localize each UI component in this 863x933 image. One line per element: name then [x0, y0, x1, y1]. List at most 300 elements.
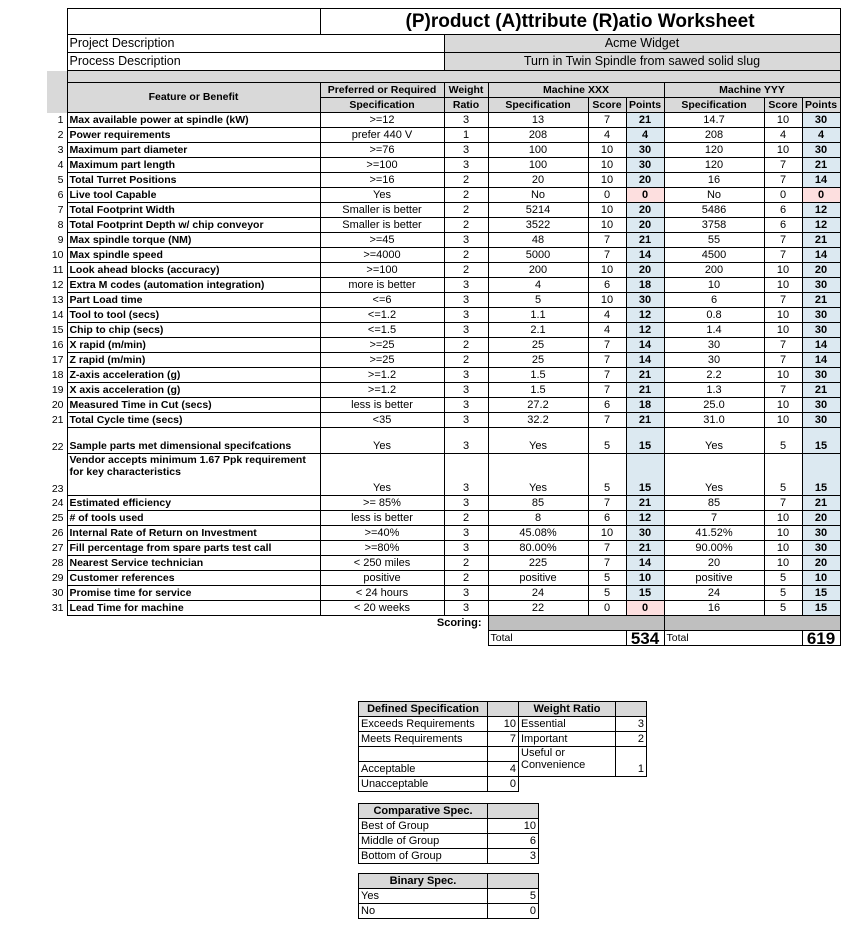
machine-y-score-cell[interactable]: 10 [764, 143, 802, 158]
machine-x-score-cell[interactable]: 6 [588, 278, 626, 293]
feature-cell[interactable]: Part Load time [67, 293, 320, 308]
main-worksheet-table [47, 8, 841, 646]
feature-cell[interactable]: Max available power at spindle (kW) [67, 113, 320, 128]
worksheet-title: (P)roduct (A)ttribute (R)atio Worksheet [320, 9, 840, 35]
preferred-spec-cell[interactable]: more is better [320, 278, 444, 293]
machine-x-spec-cell[interactable]: Yes [488, 454, 588, 496]
preferred-spec-cell[interactable]: Smaller is better [320, 218, 444, 233]
machine-y-spec-cell[interactable]: 41.52% [664, 526, 764, 541]
table-row [47, 556, 840, 571]
machine-y-points-cell: 30 [802, 323, 840, 338]
row-number: 18 [51, 368, 64, 381]
feature-cell[interactable]: Sample parts met dimensional specifcations [67, 428, 320, 454]
machine-x-score-cell[interactable]: 5 [588, 428, 626, 454]
machine-x-spec-cell[interactable]: 5000 [488, 248, 588, 263]
machine-x-score-cell[interactable]: 7 [588, 248, 626, 263]
machine-x-score-cell[interactable]: 7 [588, 541, 626, 556]
table-row [47, 308, 840, 323]
machine-x-spec-cell[interactable]: 25 [488, 353, 588, 368]
machine-x-score-cell[interactable]: 4 [588, 323, 626, 338]
preferred-spec-cell[interactable]: >=16 [320, 173, 444, 188]
feature-cell[interactable]: Total Cycle time (secs) [67, 413, 320, 428]
row-number: 26 [51, 526, 64, 539]
row-number: 21 [51, 413, 64, 426]
machine-y-spec-cell[interactable]: 4500 [664, 248, 764, 263]
legend-binary-title-blank [488, 874, 539, 889]
header-spec-line1: Preferred or Required [320, 83, 444, 98]
machine-y-score-cell[interactable]: 7 [764, 248, 802, 263]
preferred-spec-cell[interactable]: < 250 miles [320, 556, 444, 571]
machine-x-spec-cell[interactable]: 20 [488, 173, 588, 188]
preferred-spec-cell[interactable]: >=25 [320, 353, 444, 368]
machine-y-score-cell[interactable]: 7 [764, 173, 802, 188]
weight-ratio-cell[interactable]: 2 [444, 338, 488, 353]
machine-y-score-cell[interactable]: 10 [764, 278, 802, 293]
preferred-spec-cell[interactable]: <=6 [320, 293, 444, 308]
total-value-x: 534 [626, 631, 664, 646]
totals-row [47, 631, 840, 646]
total-value-y: 619 [802, 631, 840, 646]
legend-defined-title-row [359, 702, 647, 717]
feature-cell[interactable]: Live tool Capable [67, 188, 320, 203]
machine-x-score-cell[interactable]: 7 [588, 368, 626, 383]
machine-y-score-cell[interactable]: 7 [764, 383, 802, 398]
machine-y-spec-cell[interactable]: 30 [664, 338, 764, 353]
machine-y-score-cell[interactable]: 5 [764, 454, 802, 496]
weight-ratio-cell[interactable]: 3 [444, 233, 488, 248]
machine-x-points-cell: 15 [626, 586, 664, 601]
machine-y-score-cell[interactable]: 7 [764, 338, 802, 353]
header-x-score: Score [588, 98, 626, 113]
machine-x-score-cell[interactable]: 7 [588, 496, 626, 511]
feature-cell[interactable]: Tool to tool (secs) [67, 308, 320, 323]
preferred-spec-cell[interactable]: >=12 [320, 113, 444, 128]
spacer-row [47, 71, 840, 83]
header-y-points: Points [802, 98, 840, 113]
machine-x-score-cell[interactable]: 5 [588, 571, 626, 586]
table-row [47, 263, 840, 278]
weight-ratio-cell[interactable]: 3 [444, 496, 488, 511]
machine-y-points-cell: 21 [802, 158, 840, 173]
table-row [47, 113, 840, 128]
machine-y-score-cell[interactable]: 5 [764, 571, 802, 586]
preferred-spec-cell[interactable]: >=1.2 [320, 368, 444, 383]
machine-x-points-cell: 21 [626, 413, 664, 428]
machine-x-points-cell: 14 [626, 556, 664, 571]
machine-x-spec-cell[interactable]: positive [488, 571, 588, 586]
machine-x-points-cell: 21 [626, 541, 664, 556]
preferred-spec-cell[interactable]: >= 85% [320, 496, 444, 511]
feature-cell[interactable]: Power requirements [67, 128, 320, 143]
machine-y-score-cell[interactable]: 6 [764, 203, 802, 218]
machine-x-spec-cell[interactable]: 208 [488, 128, 588, 143]
weight-ratio-cell[interactable]: 3 [444, 293, 488, 308]
machine-x-score-cell[interactable]: 7 [588, 413, 626, 428]
machine-y-score-cell[interactable]: 6 [764, 218, 802, 233]
machine-x-points-cell: 21 [626, 383, 664, 398]
machine-y-spec-cell[interactable]: 200 [664, 263, 764, 278]
weight-ratio-cell[interactable]: 3 [444, 541, 488, 556]
feature-cell[interactable]: Fill percentage from spare parts test call [67, 541, 320, 556]
scoring-spacer [67, 616, 320, 631]
machine-y-spec-cell[interactable]: 14.7 [664, 113, 764, 128]
row-number: 2 [57, 128, 64, 141]
weight-ratio-cell[interactable]: 2 [444, 263, 488, 278]
feature-cell[interactable]: Chip to chip (secs) [67, 323, 320, 338]
feature-cell[interactable]: Max spindle speed [67, 248, 320, 263]
machine-y-points-cell: 20 [802, 263, 840, 278]
machine-y-spec-cell[interactable]: Yes [664, 454, 764, 496]
header-weight-line2: Ratio [444, 98, 488, 113]
totals-spacer2 [320, 631, 444, 646]
preferred-spec-cell[interactable]: <=1.2 [320, 308, 444, 323]
machine-y-points-cell: 30 [802, 113, 840, 128]
machine-x-score-cell[interactable]: 6 [588, 398, 626, 413]
machine-x-score-cell[interactable]: 5 [588, 586, 626, 601]
preferred-spec-cell[interactable]: >=80% [320, 541, 444, 556]
machine-x-spec-cell[interactable]: 1.5 [488, 383, 588, 398]
machine-y-score-cell[interactable]: 10 [764, 398, 802, 413]
feature-cell[interactable]: Maximum part length [67, 158, 320, 173]
scoring-label: Scoring: [320, 616, 488, 631]
feature-cell[interactable]: Nearest Service technician [67, 556, 320, 571]
machine-y-spec-cell[interactable]: 208 [664, 128, 764, 143]
feature-cell[interactable]: Look ahead blocks (accuracy) [67, 263, 320, 278]
legend-weight-value: 2 [616, 732, 647, 747]
weight-ratio-cell[interactable]: 2 [444, 173, 488, 188]
machine-x-score-cell[interactable]: 0 [588, 601, 626, 616]
machine-y-score-cell[interactable]: 10 [764, 526, 802, 541]
machine-x-spec-cell[interactable]: 27.2 [488, 398, 588, 413]
weight-ratio-cell[interactable]: 2 [444, 556, 488, 571]
weight-ratio-cell[interactable]: 2 [444, 511, 488, 526]
machine-y-spec-cell[interactable]: 5486 [664, 203, 764, 218]
machine-y-score-cell[interactable]: 7 [764, 353, 802, 368]
machine-y-spec-cell[interactable]: 2.2 [664, 368, 764, 383]
table-row [47, 233, 840, 248]
table-row [47, 526, 840, 541]
process-description-label: Process Description [67, 53, 444, 71]
feature-cell[interactable]: Vendor accepts minimum 1.67 Ppk requirement for key characteristics [67, 454, 320, 496]
machine-y-spec-cell[interactable]: 20 [664, 556, 764, 571]
machine-x-score-cell[interactable]: 4 [588, 128, 626, 143]
preferred-spec-cell[interactable]: less is better [320, 511, 444, 526]
machine-y-points-cell: 12 [802, 203, 840, 218]
feature-cell[interactable]: # of tools used [67, 511, 320, 526]
table-row [47, 353, 840, 368]
machine-x-spec-cell[interactable]: 25 [488, 338, 588, 353]
machine-y-points-cell: 15 [802, 428, 840, 454]
machine-x-score-cell[interactable]: 7 [588, 338, 626, 353]
machine-y-spec-cell[interactable]: 90.00% [664, 541, 764, 556]
machine-x-score-cell[interactable]: 10 [588, 158, 626, 173]
table-row [47, 541, 840, 556]
legend-comparative-title-row [359, 804, 539, 819]
machine-x-spec-cell[interactable]: 24 [488, 586, 588, 601]
table-row [47, 601, 840, 616]
machine-x-spec-cell[interactable]: 22 [488, 601, 588, 616]
machine-x-score-cell[interactable]: 5 [588, 454, 626, 496]
preferred-spec-cell[interactable]: >=100 [320, 263, 444, 278]
machine-x-spec-cell[interactable]: 5 [488, 293, 588, 308]
machine-x-score-cell[interactable]: 10 [588, 293, 626, 308]
weight-ratio-cell[interactable]: 2 [444, 571, 488, 586]
machine-x-spec-cell[interactable]: 2.1 [488, 323, 588, 338]
preferred-spec-cell[interactable]: >=45 [320, 233, 444, 248]
feature-cell[interactable]: Total Turret Positions [67, 173, 320, 188]
row-number: 1 [57, 113, 64, 126]
machine-x-spec-cell[interactable]: 200 [488, 263, 588, 278]
header-y-score: Score [764, 98, 802, 113]
preferred-spec-cell[interactable]: Yes [320, 428, 444, 454]
preferred-spec-cell[interactable]: <35 [320, 413, 444, 428]
machine-y-score-cell[interactable]: 10 [764, 541, 802, 556]
machine-y-score-cell[interactable]: 10 [764, 308, 802, 323]
machine-x-points-cell: 21 [626, 113, 664, 128]
process-description-value[interactable]: Turn in Twin Spindle from sawed solid slug [444, 53, 840, 71]
weight-ratio-cell[interactable]: 3 [444, 383, 488, 398]
preferred-spec-cell[interactable]: <=1.5 [320, 323, 444, 338]
weight-ratio-cell[interactable]: 2 [444, 203, 488, 218]
machine-x-spec-cell[interactable]: 100 [488, 158, 588, 173]
row-number: 22 [51, 440, 64, 453]
weight-ratio-cell[interactable]: 2 [444, 218, 488, 233]
feature-cell[interactable]: X axis acceleration (g) [67, 383, 320, 398]
machine-y-points-cell: 14 [802, 173, 840, 188]
machine-x-spec-cell[interactable]: 48 [488, 233, 588, 248]
machine-y-spec-cell[interactable]: 24 [664, 586, 764, 601]
machine-y-score-cell[interactable]: 10 [764, 368, 802, 383]
machine-x-spec-cell[interactable]: 8 [488, 511, 588, 526]
feature-cell[interactable]: Internal Rate of Return on Investment [67, 526, 320, 541]
weight-ratio-cell[interactable]: 1 [444, 128, 488, 143]
weight-ratio-cell[interactable]: 3 [444, 323, 488, 338]
machine-x-score-cell[interactable]: 10 [588, 263, 626, 278]
machine-y-score-cell[interactable]: 5 [764, 586, 802, 601]
preferred-spec-cell[interactable]: less is better [320, 398, 444, 413]
weight-ratio-cell[interactable]: 3 [444, 526, 488, 541]
machine-x-spec-cell[interactable]: 80.00% [488, 541, 588, 556]
preferred-spec-cell[interactable]: Yes [320, 188, 444, 203]
machine-y-spec-cell[interactable]: 31.0 [664, 413, 764, 428]
preferred-spec-cell[interactable]: Smaller is better [320, 203, 444, 218]
header-y-specification: Specification [664, 98, 764, 113]
machine-y-spec-cell[interactable]: 25.0 [664, 398, 764, 413]
weight-ratio-cell[interactable]: 3 [444, 454, 488, 496]
table-row [47, 398, 840, 413]
table-row [47, 218, 840, 233]
machine-y-spec-cell[interactable]: 30 [664, 353, 764, 368]
machine-y-spec-cell[interactable]: 10 [664, 278, 764, 293]
row-number: 20 [51, 398, 64, 411]
machine-y-spec-cell[interactable]: positive [664, 571, 764, 586]
machine-x-spec-cell[interactable]: 4 [488, 278, 588, 293]
feature-cell[interactable]: Lead Time for machine [67, 601, 320, 616]
header-feature: Feature or Benefit [67, 83, 320, 113]
legend-binary-label: Yes [359, 889, 488, 904]
weight-ratio-cell[interactable]: 3 [444, 278, 488, 293]
machine-x-score-cell[interactable]: 7 [588, 233, 626, 248]
machine-x-points-cell: 30 [626, 293, 664, 308]
weight-ratio-cell[interactable]: 3 [444, 113, 488, 128]
machine-y-score-cell[interactable]: 7 [764, 233, 802, 248]
legend-weight-value: 3 [616, 717, 647, 732]
preferred-spec-cell[interactable]: >=4000 [320, 248, 444, 263]
legend-defined-value: 4 [488, 762, 519, 777]
title-blank-left [67, 9, 320, 35]
weight-ratio-cell[interactable]: 3 [444, 586, 488, 601]
machine-y-score-cell[interactable]: 10 [764, 556, 802, 571]
preferred-spec-cell[interactable]: positive [320, 571, 444, 586]
machine-x-spec-cell[interactable]: 225 [488, 556, 588, 571]
machine-x-score-cell[interactable]: 7 [588, 353, 626, 368]
weight-ratio-cell[interactable]: 3 [444, 308, 488, 323]
total-label-y: Total [664, 631, 802, 646]
feature-cell[interactable]: Measured Time in Cut (secs) [67, 398, 320, 413]
table-row [47, 496, 840, 511]
preferred-spec-cell[interactable]: >=40% [320, 526, 444, 541]
machine-x-score-cell[interactable]: 7 [588, 113, 626, 128]
machine-y-score-cell[interactable]: 5 [764, 601, 802, 616]
machine-x-points-cell: 20 [626, 263, 664, 278]
weight-ratio-cell[interactable]: 3 [444, 158, 488, 173]
machine-x-score-cell[interactable]: 4 [588, 308, 626, 323]
machine-y-spec-cell[interactable]: 120 [664, 143, 764, 158]
weight-ratio-cell[interactable]: 3 [444, 398, 488, 413]
feature-cell[interactable]: Z-axis acceleration (g) [67, 368, 320, 383]
machine-x-points-cell: 20 [626, 173, 664, 188]
machine-x-score-cell[interactable]: 7 [588, 556, 626, 571]
machine-x-spec-cell[interactable]: 5214 [488, 203, 588, 218]
machine-y-score-cell[interactable]: 7 [764, 293, 802, 308]
machine-y-score-cell[interactable]: 7 [764, 496, 802, 511]
machine-y-score-cell[interactable]: 10 [764, 511, 802, 526]
preferred-spec-cell[interactable]: >=1.2 [320, 383, 444, 398]
legend-binary-value: 5 [488, 889, 539, 904]
machine-y-score-cell[interactable]: 0 [764, 188, 802, 203]
feature-cell[interactable]: Z rapid (m/min) [67, 353, 320, 368]
project-description-value[interactable]: Acme Widget [444, 35, 840, 53]
row-gutter [47, 35, 67, 53]
machine-x-score-cell[interactable]: 10 [588, 143, 626, 158]
machine-y-score-cell[interactable]: 10 [764, 413, 802, 428]
machine-y-spec-cell[interactable]: 1.3 [664, 383, 764, 398]
machine-y-spec-cell[interactable]: 85 [664, 496, 764, 511]
preferred-spec-cell[interactable]: prefer 440 V [320, 128, 444, 143]
legend-row [359, 717, 647, 732]
machine-x-score-cell[interactable]: 6 [588, 511, 626, 526]
machine-y-spec-cell[interactable]: 1.4 [664, 323, 764, 338]
feature-cell[interactable]: Max spindle torque (NM) [67, 233, 320, 248]
row-gutter [47, 71, 67, 83]
preferred-spec-cell[interactable]: >=76 [320, 143, 444, 158]
table-row [47, 383, 840, 398]
weight-ratio-cell[interactable]: 3 [444, 428, 488, 454]
scoring-band-y [664, 616, 840, 631]
preferred-spec-cell[interactable]: >=100 [320, 158, 444, 173]
machine-y-points-cell: 21 [802, 496, 840, 511]
machine-y-spec-cell[interactable]: No [664, 188, 764, 203]
machine-x-spec-cell[interactable]: 85 [488, 496, 588, 511]
machine-x-spec-cell[interactable]: 3522 [488, 218, 588, 233]
legend-defined-label: Unacceptable [359, 777, 488, 792]
machine-x-points-cell: 12 [626, 323, 664, 338]
machine-y-spec-cell[interactable]: 3758 [664, 218, 764, 233]
weight-ratio-cell[interactable]: 3 [444, 143, 488, 158]
preferred-spec-cell[interactable]: >=25 [320, 338, 444, 353]
header-spec-line2: Specification [320, 98, 444, 113]
machine-x-points-cell: 14 [626, 338, 664, 353]
machine-x-spec-cell[interactable]: No [488, 188, 588, 203]
machine-y-spec-cell[interactable]: 120 [664, 158, 764, 173]
machine-x-spec-cell[interactable]: Yes [488, 428, 588, 454]
machine-x-spec-cell[interactable]: 1.5 [488, 368, 588, 383]
machine-x-score-cell[interactable]: 10 [588, 218, 626, 233]
machine-y-spec-cell[interactable]: 6 [664, 293, 764, 308]
weight-ratio-cell[interactable]: 2 [444, 188, 488, 203]
weight-ratio-cell[interactable]: 2 [444, 353, 488, 368]
machine-x-score-cell[interactable]: 10 [588, 526, 626, 541]
preferred-spec-cell[interactable]: < 24 hours [320, 586, 444, 601]
feature-cell[interactable]: Estimated efficiency [67, 496, 320, 511]
machine-x-score-cell[interactable]: 10 [588, 173, 626, 188]
machine-y-score-cell[interactable]: 10 [764, 113, 802, 128]
machine-y-spec-cell[interactable]: 16 [664, 173, 764, 188]
row-number: 31 [51, 601, 64, 614]
machine-x-spec-cell[interactable]: 1.1 [488, 308, 588, 323]
weight-ratio-cell[interactable]: 3 [444, 601, 488, 616]
machine-x-spec-cell[interactable]: 32.2 [488, 413, 588, 428]
machine-x-spec-cell[interactable]: 100 [488, 143, 588, 158]
weight-ratio-cell[interactable]: 3 [444, 368, 488, 383]
machine-y-points-cell: 30 [802, 541, 840, 556]
legend-weight-value: 1 [616, 747, 647, 777]
weight-ratio-cell[interactable]: 2 [444, 248, 488, 263]
feature-cell[interactable]: Maximum part diameter [67, 143, 320, 158]
machine-y-spec-cell[interactable]: 0.8 [664, 308, 764, 323]
table-row [47, 173, 840, 188]
machine-x-score-cell[interactable]: 10 [588, 203, 626, 218]
machine-y-points-cell: 14 [802, 338, 840, 353]
feature-cell[interactable]: Total Footprint Depth w/ chip conveyor [67, 218, 320, 233]
machine-y-spec-cell[interactable]: Yes [664, 428, 764, 454]
feature-cell[interactable]: X rapid (m/min) [67, 338, 320, 353]
machine-x-spec-cell[interactable]: 45.08% [488, 526, 588, 541]
feature-cell[interactable]: Extra M codes (automation integration) [67, 278, 320, 293]
feature-cell[interactable]: Total Footprint Width [67, 203, 320, 218]
machine-x-score-cell[interactable]: 0 [588, 188, 626, 203]
feature-cell[interactable]: Promise time for service [67, 586, 320, 601]
machine-y-points-cell: 12 [802, 218, 840, 233]
machine-y-score-cell[interactable]: 10 [764, 263, 802, 278]
machine-y-spec-cell[interactable]: 55 [664, 233, 764, 248]
machine-y-spec-cell[interactable]: 16 [664, 601, 764, 616]
legend-comparative-value: 10 [488, 819, 539, 834]
preferred-spec-cell[interactable]: < 20 weeks [320, 601, 444, 616]
feature-cell[interactable]: Customer references [67, 571, 320, 586]
machine-x-spec-cell[interactable]: 13 [488, 113, 588, 128]
total-label-x: Total [488, 631, 626, 646]
machine-x-score-cell[interactable]: 7 [588, 383, 626, 398]
preferred-spec-cell[interactable]: Yes [320, 454, 444, 496]
machine-y-score-cell[interactable]: 10 [764, 323, 802, 338]
machine-y-score-cell[interactable]: 4 [764, 128, 802, 143]
machine-x-points-cell: 15 [626, 454, 664, 496]
machine-y-spec-cell[interactable]: 7 [664, 511, 764, 526]
machine-y-score-cell[interactable]: 5 [764, 428, 802, 454]
weight-ratio-cell[interactable]: 3 [444, 413, 488, 428]
machine-y-score-cell[interactable]: 7 [764, 158, 802, 173]
